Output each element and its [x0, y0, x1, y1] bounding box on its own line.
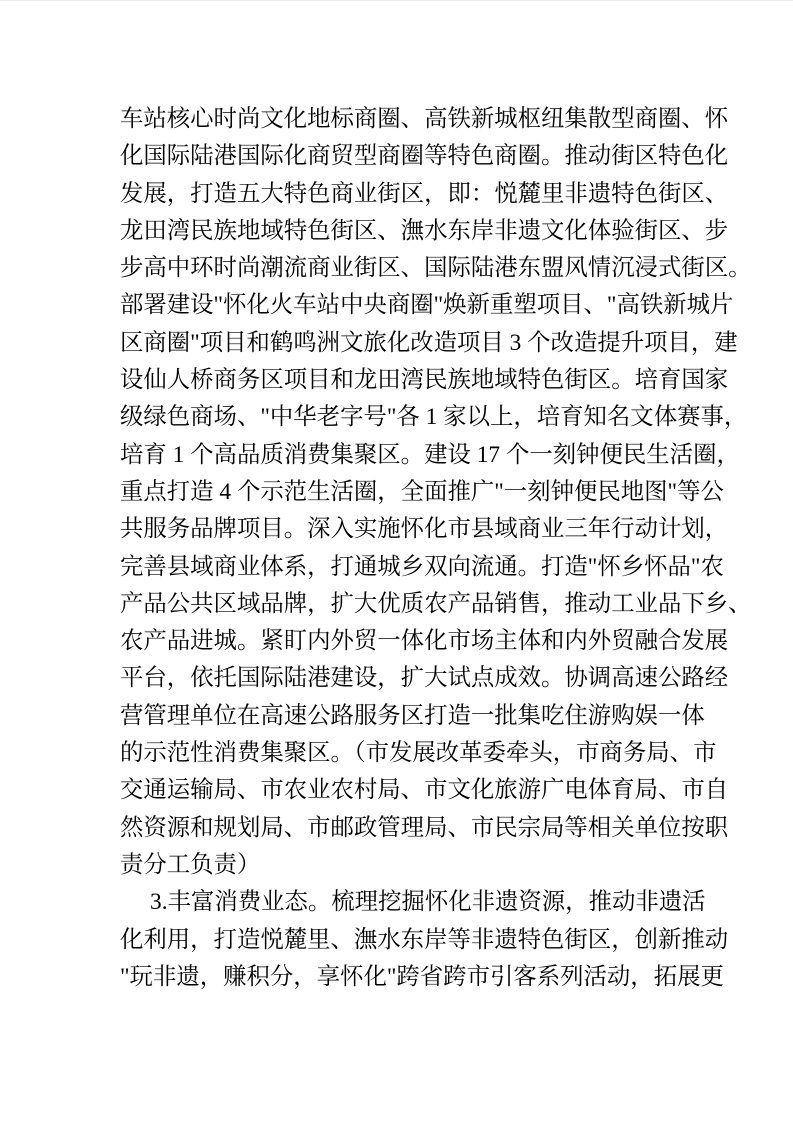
text-line: 重点打造 4 个示范生活圈，全面推广"一刻钟便民地图"等公 — [120, 478, 724, 505]
text-line: 完善县域商业体系，打通城乡双向流通。打造"怀乡怀品"农 — [120, 553, 724, 580]
text-line: 农产品进城。紧盯内外贸一体化市场主体和内外贸融合发展 — [120, 628, 729, 655]
text-line: 发展，打造五大特色商业街区，即：悦麓里非遗特色街区、 — [120, 180, 729, 207]
text-line: 的示范性消费集聚区。（市发展改革委牵头，市商务局、市 — [120, 740, 717, 767]
text-line: 步高中环时尚潮流商业街区、国际陆港东盟风情沉浸式街区。 — [120, 255, 752, 282]
text-line: 责分工负责） — [120, 851, 261, 878]
text-line: 龙田湾民族地域特色街区、潕水东岸非遗文化体验街区、步 — [120, 217, 729, 244]
text-line: 车站核心时尚文化地标商圈、高铁新城枢纽集散型商圈、怀 — [120, 106, 729, 132]
document-page — [0, 1, 793, 1123]
text-line: 平台，依托国际陆港建设，扩大试点成效。协调高速公路经 — [120, 665, 729, 692]
text-line: 化利用，打造悦麓里、潕水东岸等非遗特色街区，创新推动 — [120, 926, 729, 953]
text-line: 产品公共区域品牌，扩大优质农产品销售，推动工业品下乡、 — [120, 590, 752, 617]
text-line: 培育 1 个高品质消费集聚区。建设 17 个一刻钟便民生活圈， — [120, 441, 740, 468]
text-line: 设仙人桥商务区项目和龙田湾民族地域特色街区。培育国家 — [120, 367, 729, 394]
text-line: 3.丰富消费业态。梳理挖掘怀化非遗资源，推动非遗活 — [150, 889, 706, 916]
text-line: 营管理单位在高速公路服务区打造一批集吃住游购娱一体 — [120, 702, 705, 729]
text-line: 区商圈"项目和鹤鸣洲文旅化改造项目 3 个改造提升项目，建 — [120, 329, 738, 356]
text-line: 化国际陆港国际化商贸型商圈等特色商圈。推动街区特色化 — [120, 143, 729, 170]
text-line: 共服务品牌项目。深入实施怀化市县域商业三年行动计划， — [120, 516, 729, 543]
paragraph-item-3 — [120, 884, 729, 996]
text-line: 交通运输局、市农业农村局、市文化旅游广电体育局、市自 — [120, 777, 729, 804]
text-line: 级绿色商场、"中华老字号"各 1 家以上，培育知名文体赛事， — [120, 404, 748, 431]
text-line: 然资源和规划局、市邮政管理局、市民宗局等相关单位按职 — [120, 814, 729, 841]
text-line: "玩非遗，赚积分，享怀化"跨省跨市引客系列活动，拓展更 — [120, 963, 724, 990]
text-line: 部署建设"怀化火车站中央商圈"焕新重塑项目、"高铁新城片 — [120, 292, 734, 319]
paragraph-continuation — [120, 101, 752, 884]
